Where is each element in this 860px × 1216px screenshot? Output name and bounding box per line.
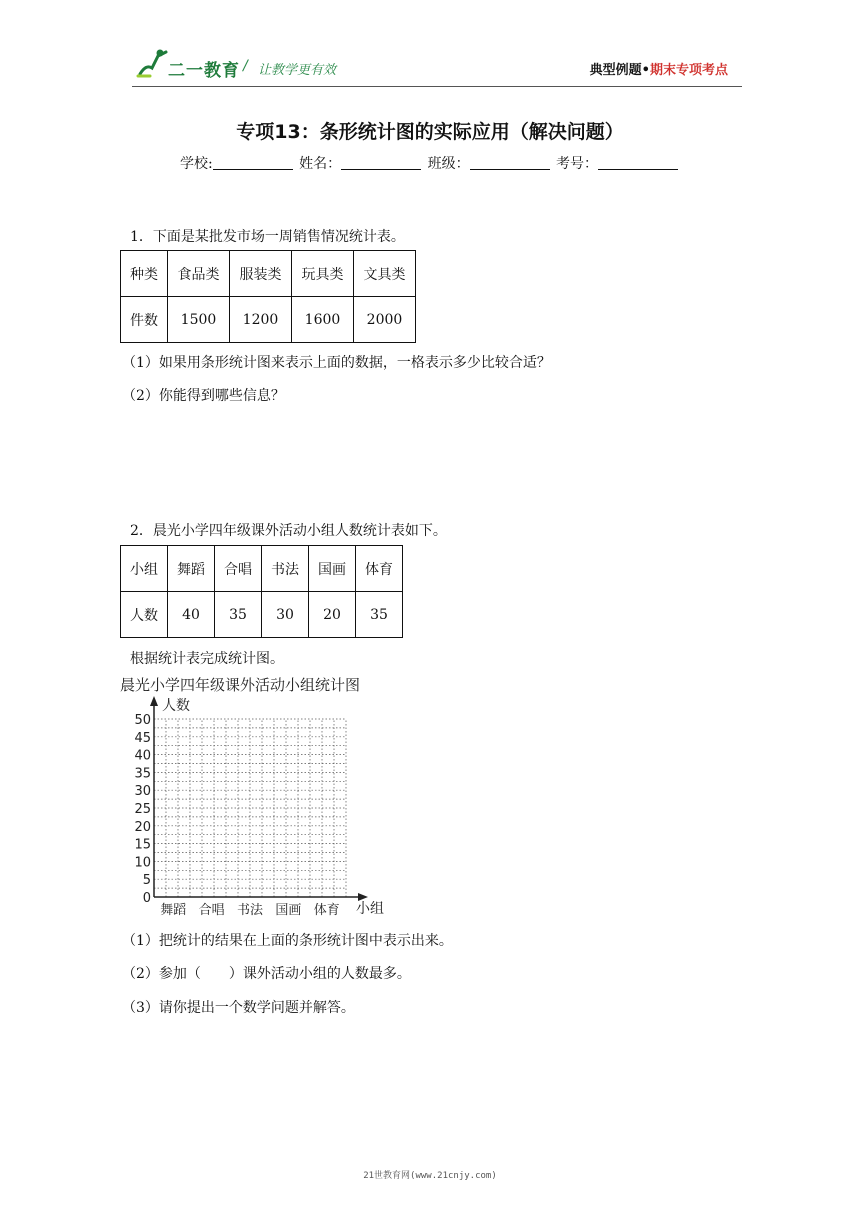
table-cell: 服装类	[230, 251, 292, 297]
q1-table	[120, 250, 416, 343]
table-cell: 件数	[121, 297, 168, 343]
q1-sub1: （1）如果用条形统计图来表示上面的数据，一格表示多少比较合适？	[122, 355, 551, 371]
y-tick-label: 35	[134, 766, 151, 782]
table-cell: 35	[215, 592, 262, 638]
class-label: 班级：	[427, 156, 470, 172]
table-cell: 1600	[292, 297, 354, 343]
y-tick-label: 45	[134, 730, 151, 746]
q2-instruction: 根据统计表完成统计图。	[130, 651, 284, 667]
header-right	[590, 59, 728, 78]
exam-no-label: 考号：	[556, 156, 599, 172]
y-tick-label: 15	[134, 837, 151, 853]
table-row	[121, 592, 403, 638]
x-tick-label: 舞蹈	[160, 903, 187, 918]
name-label: 姓名：	[299, 156, 342, 172]
q2-table	[120, 545, 403, 638]
table-cell: 国画	[309, 546, 356, 592]
y-tick-label: 25	[134, 802, 151, 817]
table-cell: 1500	[168, 297, 230, 343]
table-cell: 食品类	[168, 251, 230, 297]
student-info	[0, 153, 860, 173]
y-tick-label: 40	[134, 748, 151, 764]
table-cell: 种类	[121, 251, 168, 297]
q2-sub2: （2）参加（ ）课外活动小组的人数最多。	[122, 966, 411, 982]
table-row	[121, 251, 416, 297]
table-cell: 2000	[354, 297, 416, 343]
y-tick-label: 0	[142, 891, 151, 906]
table-cell: 人数	[121, 592, 168, 638]
table-cell: 1200	[230, 297, 292, 343]
table-cell: 书法	[262, 546, 309, 592]
y-tick-label: 5	[142, 873, 151, 889]
y-tick-label: 10	[134, 855, 151, 871]
y-tick-label: 50	[134, 713, 151, 728]
school-label: 学校:	[179, 156, 213, 172]
y-axis-label: 人数	[162, 698, 190, 714]
logo-text: 二一教育	[168, 61, 240, 81]
slogan: 让教学更有效	[258, 63, 337, 78]
y-tick-label: 30	[134, 784, 151, 800]
exam-no-blank	[598, 155, 678, 170]
header-right-a: 典型例题•	[589, 63, 650, 78]
table-cell: 40	[168, 592, 215, 638]
header-rule	[132, 86, 742, 87]
q1-sub2: （2）你能得到哪些信息？	[122, 388, 285, 404]
header-right-b: 期末专项考点	[649, 63, 728, 78]
table-cell: 玩具类	[292, 251, 354, 297]
x-tick-label: 合唱	[198, 903, 225, 918]
x-tick-label: 书法	[236, 903, 264, 918]
logo-icon	[136, 46, 170, 80]
footer: 21世教育网(www.21cnjy.com)	[363, 1171, 497, 1181]
bar-chart	[118, 670, 408, 920]
table-cell: 35	[356, 592, 403, 638]
table-row	[121, 297, 416, 343]
x-axis-label: 小组	[356, 901, 384, 917]
name-blank	[341, 155, 421, 170]
page-title: 专项13：条形统计图的实际应用（解决问题）	[236, 121, 624, 143]
q2-sub3: （3）请你提出一个数学问题并解答。	[122, 1000, 355, 1016]
table-row	[121, 546, 403, 592]
table-cell: 合唱	[215, 546, 262, 592]
table-cell: 体育	[356, 546, 403, 592]
y-axis-arrow	[150, 696, 158, 706]
table-cell: 30	[262, 592, 309, 638]
table-cell: 文具类	[354, 251, 416, 297]
header-separator: /	[243, 58, 248, 74]
q1-stem: 1．下面是某批发市场一周销售情况统计表。	[130, 229, 405, 245]
y-tick-label: 20	[134, 819, 151, 835]
class-blank	[470, 155, 550, 170]
table-cell: 20	[309, 592, 356, 638]
q2-sub1: （1）把统计的结果在上面的条形统计图中表示出来。	[122, 933, 453, 949]
x-tick-label: 国画	[275, 903, 302, 918]
chart-title: 晨光小学四年级课外活动小组统计图	[120, 676, 361, 694]
table-cell: 舞蹈	[168, 546, 215, 592]
q2-stem: 2．晨光小学四年级课外活动小组人数统计表如下。	[130, 523, 447, 539]
table-cell: 小组	[121, 546, 168, 592]
school-blank	[213, 155, 293, 170]
x-tick-label: 体育	[313, 903, 340, 918]
x-axis-arrow	[358, 893, 368, 901]
